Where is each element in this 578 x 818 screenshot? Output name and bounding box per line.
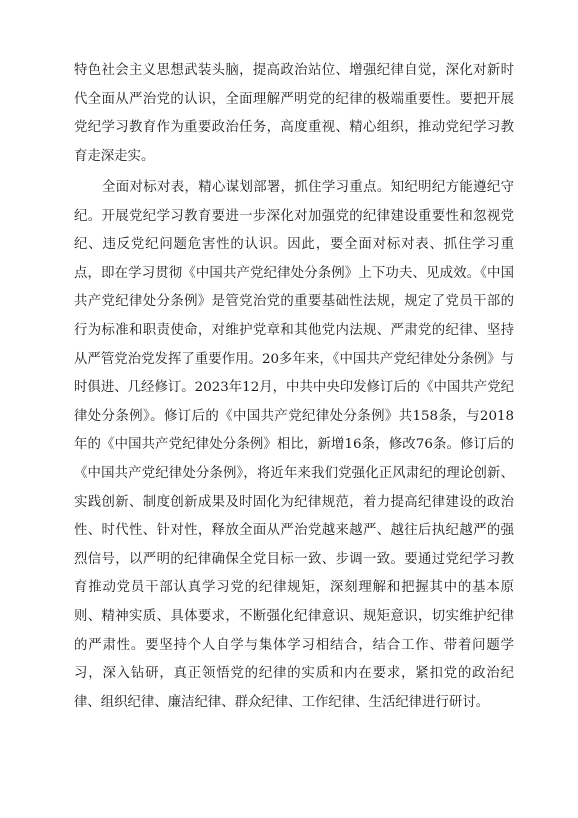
paragraph-study-focus: 全面对标对表，精心谋划部署，抓住学习重点。知纪明纪方能遵纪守纪。开展党纪学习教育要进一步深化对加强党的纪律建设重要性和忽视党纪、违反党纪问题危害性的认识。因此，要全面对标对表、抓住学习重点，即在学习贯彻《中国共产党纪律处分条例》上下功夫、见成效。《中国共产党纪律处分条例》是管党治党的重要基础性法规，规定了党员干部的行为标准和职责使命，对维护党章和其他党内法规、严肃党的纪律、坚持从严管党治党发挥了重要作用。20多年来，《中国共产党纪律处分条例》与时俱进、几经修订。2023年12月，中共中央印发修订后的《中国共产党纪律处分条例》。修订后的《中国共产党纪律处分条例》共158条，与2018年的《中国共产党纪律处分条例》相比，新增16条，修改76条。修订后的《中国共产党纪律处分条例》，将近年来我们党强化正风肃纪的理论创新、实践创新、制度创新成果及时固化为纪律规范，着力提高纪律建设的政治性、时代性、针对性，释放全面从严治党越来越严、越往后执纪越严的强烈信号，以严明的纪律确保全党目标一致、步调一致。要通过党纪学习教育推动党员干部认真学习党的纪律规矩，深刻理解和把握其中的基本原则、精神实质、具体要求，不断强化纪律意识、规矩意识，切实维护纪律的严肃性。要坚持个人自学与集体学习相结合，结合工作、带着问题学习，深入钻研，真正领悟党的纪律的实质和内在要求，紧扣党的政治纪律、组织纪律、廉洁纪律、群众纪律、工作纪律、生活纪律进行研讨。 [74, 180, 514, 710]
paragraph-continuation: 特色社会主义思想武装头脑，提高政治站位、增强纪律自觉，深化对新时代全面从严治党的认识，全面理解严明党的纪律的极端重要性。要把开展党纪学习教育作为重要政治任务，高度重视、精心组织，推动党纪学习教育走深走实。 [74, 63, 514, 164]
